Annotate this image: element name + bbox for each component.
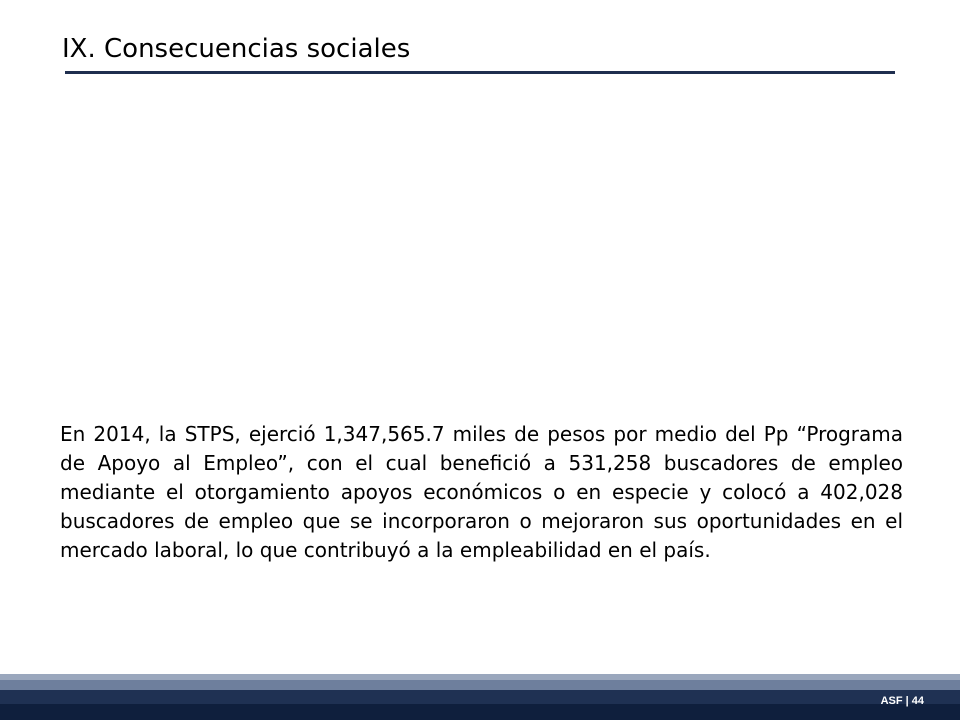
title-underline — [65, 71, 895, 74]
footer-bar — [0, 674, 960, 720]
page-number-label: ASF | 44 — [880, 695, 924, 707]
slide-title: IX. Consecuencias sociales — [62, 34, 411, 64]
footer-band-darkest — [0, 704, 960, 720]
body-paragraph: En 2014, la STPS, ejerció 1,347,565.7 miles de pesos por medio del Pp “Programa de Apoyo al Empleo”, con el cual benefició a 531,258 buscadores de empleo mediante el otorgamiento apoyos económicos o en especie y colocó a 402,028 buscadores de empleo que se incorporaron o mejoraron sus oportunidades en el mercado laboral, lo que contribuyó a la empleabilidad en el país. — [60, 422, 903, 562]
footer-band-mid — [0, 680, 960, 690]
